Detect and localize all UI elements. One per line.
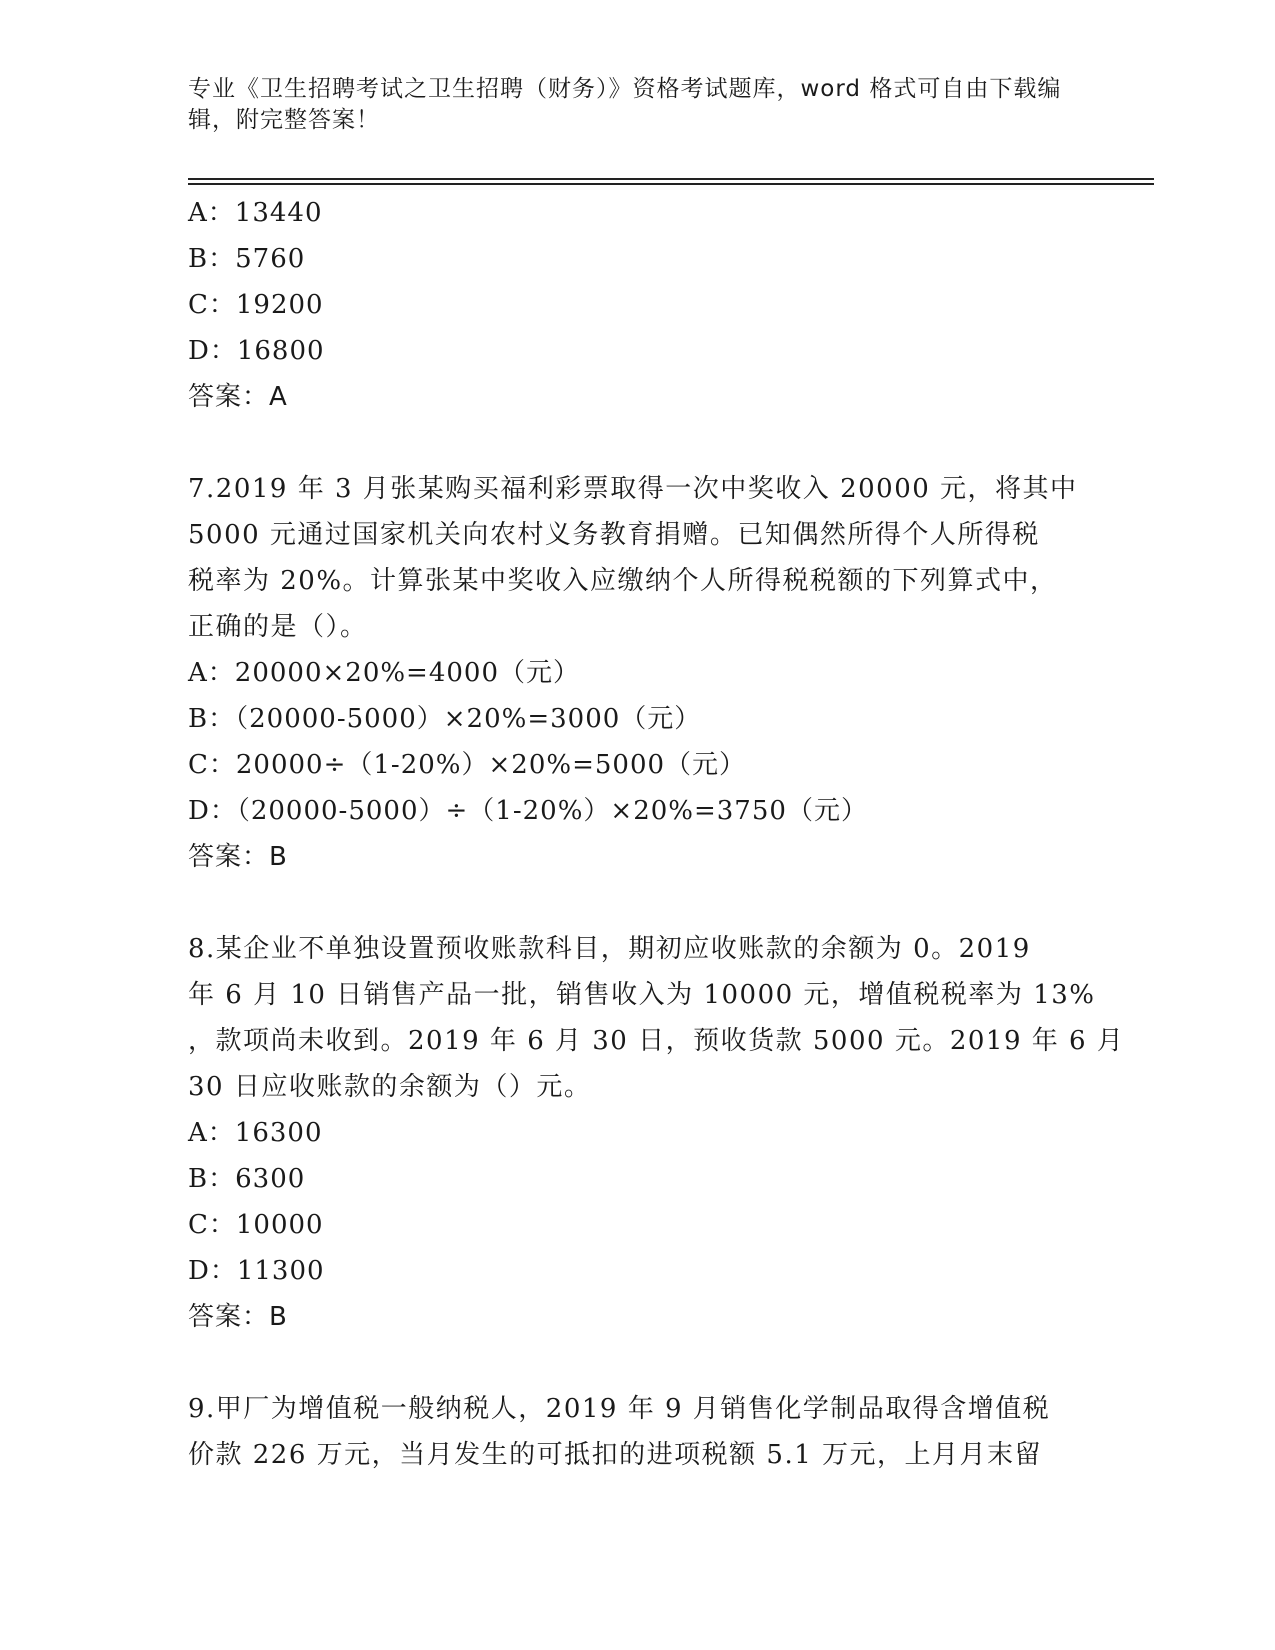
option-a: A：16300 (188, 1118, 323, 1148)
option-d: D：16800 (188, 336, 325, 366)
option-b: B：5760 (188, 244, 306, 274)
question-text-line: 8.某企业不单独设置预收账款科目，期初应收账款的余额为 0。2019 (188, 934, 1031, 964)
option-a: A：13440 (188, 198, 323, 228)
answer-line: 答案：A (188, 382, 288, 412)
question-text-line: 7.2019 年 3 月张某购买福利彩票取得一次中奖收入 20000 元，将其中 (188, 474, 1078, 504)
question-9 (188, 1386, 1068, 1478)
answer-line: 答案：B (188, 842, 288, 872)
option-c: C：20000÷（1-20%）×20%=5000（元） (188, 750, 747, 780)
question-text-line: ，款项尚未收到。2019 年 6 月 30 日，预收货款 5000 元。2019 年 6 月 (188, 1026, 1125, 1056)
option-b: B：6300 (188, 1164, 306, 1194)
question-text-line: 年 6 月 10 日销售产品一批，销售收入为 10000 元，增值税税率为 13% (188, 980, 1096, 1010)
option-c: C：10000 (188, 1210, 324, 1240)
question-7 (188, 466, 1078, 880)
answer-line: 答案：B (188, 1302, 288, 1332)
document-header: 专业《卫生招聘考试之卫生招聘（财务）》资格考试题库，word 格式可自由下载编辑，附完整答案！ (188, 76, 1062, 133)
question-text-line: 正确的是（）。 (188, 612, 368, 642)
question-text-line: 价款 226 万元，当月发生的可抵扣的进项税额 5.1 万元，上月月末留 (188, 1440, 1043, 1470)
option-d: D：（20000-5000）÷（1-20%）×20%=3750（元） (188, 796, 868, 826)
option-c: C：19200 (188, 290, 324, 320)
option-a: A：20000×20%=4000（元） (188, 658, 581, 688)
question-content (188, 190, 1125, 1478)
option-d: D：11300 (188, 1256, 325, 1286)
header-divider-top (188, 178, 1154, 180)
question-text-line: 9.甲厂为增值税一般纳税人，2019 年 9 月销售化学制品取得含增值税 (188, 1394, 1051, 1424)
question-8 (188, 926, 1125, 1340)
question-6-continued (188, 190, 1068, 420)
question-text-line: 5000 元通过国家机关向农村义务教育捐赠。已知偶然所得个人所得税 (188, 520, 1040, 550)
question-text-line: 30 日应收账款的余额为（）元。 (188, 1072, 592, 1102)
question-text-line: 税率为 20%。计算张某中奖收入应缴纳个人所得税税额的下列算式中， (188, 566, 1058, 596)
header-divider-bottom (188, 183, 1154, 185)
option-b: B：（20000-5000）×20%=3000（元） (188, 704, 702, 734)
